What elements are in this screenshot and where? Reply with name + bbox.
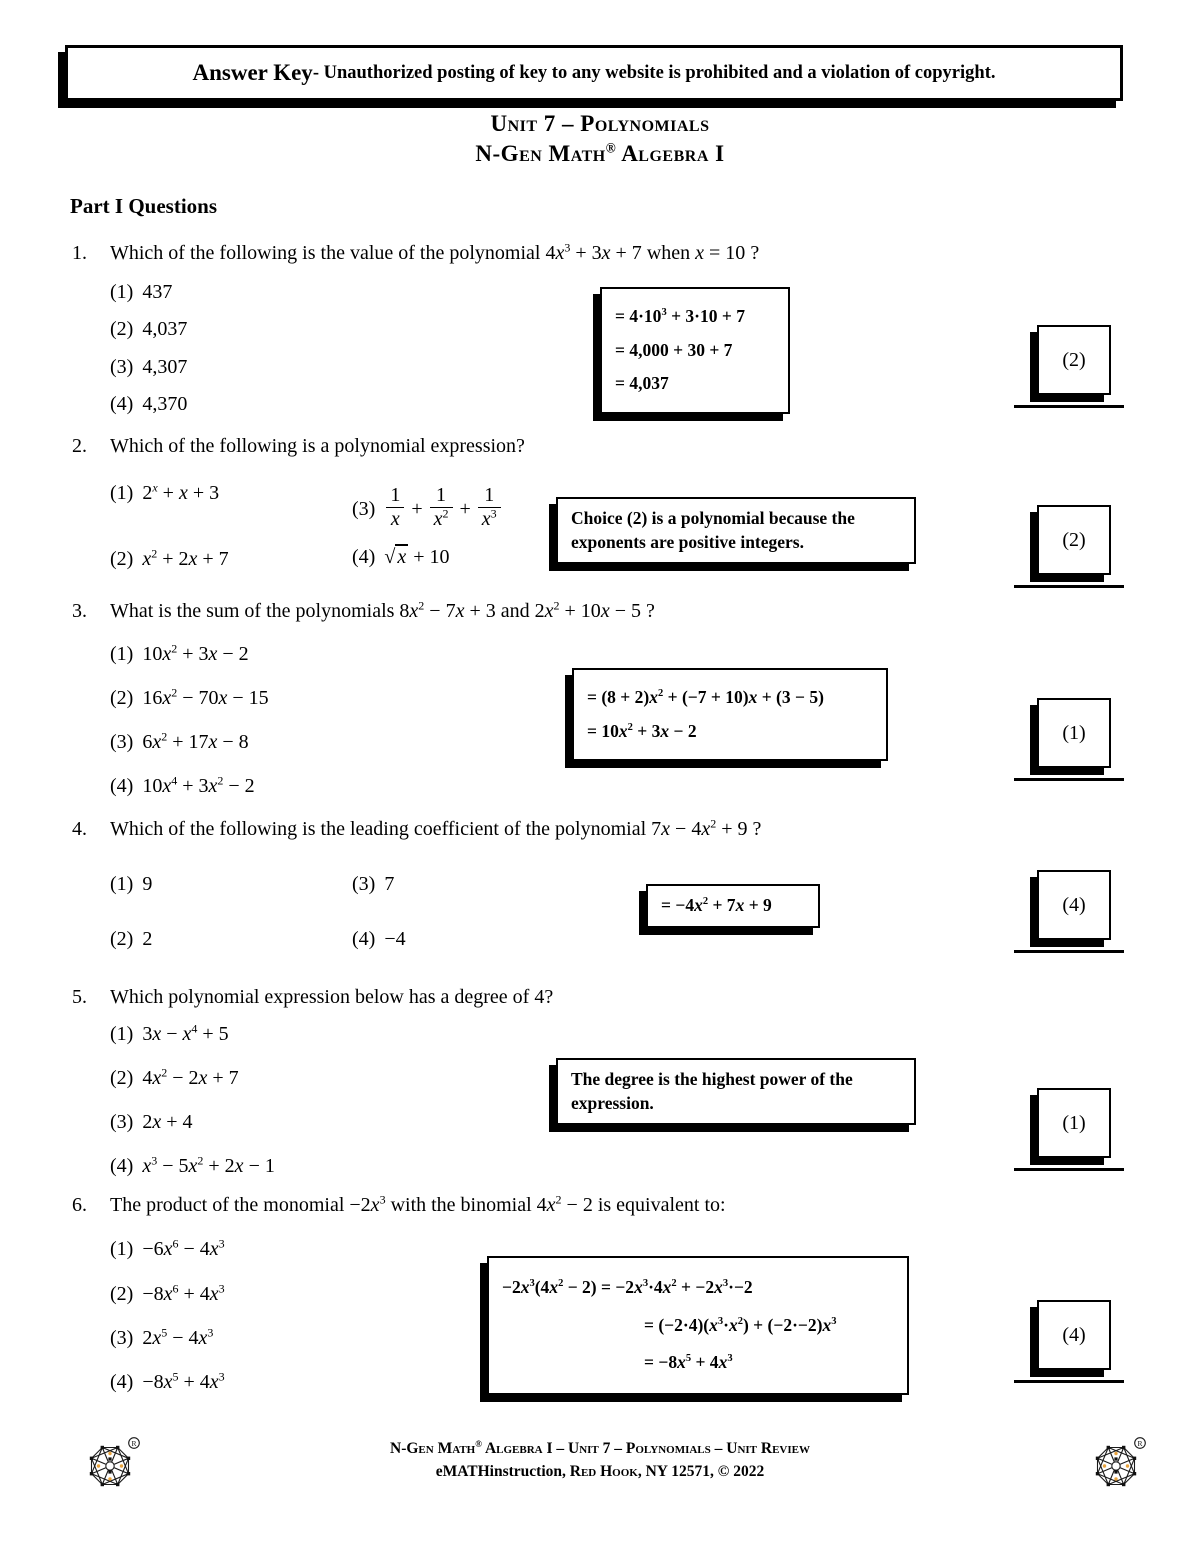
q6-answer-underline	[1014, 1380, 1124, 1383]
work-line: = $4\cdot 10^3 + 3\cdot 10 + 7$	[615, 306, 745, 326]
question-6-math-1: $-2x^3$	[349, 1192, 386, 1216]
question-5-prompt: Which polynomial expression below has a degree of 4?	[110, 986, 554, 1008]
question-1-prompt-2: when	[641, 242, 696, 264]
q1-choice-4	[110, 393, 187, 416]
question-3-text	[72, 600, 655, 623]
question-4-number: 4.	[72, 818, 87, 840]
choice-value: $2x^5 - 4x^3$	[142, 1325, 214, 1349]
q1-answer-underline	[1014, 405, 1124, 408]
choice-label: (1)	[110, 1238, 134, 1260]
choice-label: (3)	[110, 1327, 134, 1349]
work-line: = $10x^2 + 3x - 2$	[587, 720, 697, 741]
q6-work-box	[487, 1256, 909, 1395]
choice-label: (4)	[110, 1155, 134, 1177]
choice-value: 437	[142, 281, 173, 303]
footer-course-suffix: Algebra I – Unit 7 – Polynomials – Unit Review	[481, 1440, 810, 1457]
svg-text:R: R	[1137, 1438, 1143, 1448]
q5-choice-3	[110, 1111, 193, 1134]
choice-label: (1)	[110, 873, 134, 895]
choice-value: $16x^2 - 70x - 15$	[142, 685, 269, 709]
choice-value: $10x^2 + 3x - 2$	[142, 641, 249, 665]
q2-answer-underline	[1014, 585, 1124, 588]
q4-choice-1	[110, 873, 152, 896]
footer-line-1	[0, 1440, 1200, 1458]
choice-value: $-8x^5 + 4x^3$	[142, 1369, 225, 1393]
question-1-math-2: x = 10	[695, 242, 746, 264]
choice-value: 7	[384, 873, 395, 895]
choice-label: (2)	[110, 1067, 134, 1089]
question-3-prompt-2: and	[495, 600, 535, 622]
work-line: = $(-2\cdot 4)(x^3\cdot x^2) + (-2\cdot-2)x^3$	[644, 1314, 837, 1335]
work-line: = $(8 + 2)x^2 + (-7 + 10)x + (3 - 5)$	[587, 687, 824, 707]
choice-value: 9	[142, 873, 153, 895]
choice-label: (3)	[352, 873, 376, 895]
svg-text:R: R	[131, 1438, 137, 1448]
course-title-suffix: Algebra I	[616, 141, 725, 166]
choice-value: $-6x^6 - 4x^3$	[142, 1236, 225, 1260]
q2-choice-2	[110, 548, 229, 571]
footer-course: N-Gen Math	[390, 1440, 476, 1457]
choice-label: (3)	[352, 498, 376, 521]
choice-label: (4)	[352, 928, 376, 950]
choice-value: $2^x + x + 3$	[142, 480, 220, 504]
q1-choice-2	[110, 318, 187, 341]
question-6-text	[72, 1194, 726, 1217]
q4-choice-4	[352, 928, 406, 951]
q1-answer: (2)	[1062, 348, 1086, 371]
q5-answer-box	[1037, 1088, 1111, 1158]
q5-answer-underline	[1014, 1168, 1124, 1171]
q3-work-box	[572, 668, 888, 761]
q4-choice-2	[110, 928, 152, 951]
choice-value: $x^3 - 5x^2 + 2x - 1$	[142, 1153, 275, 1177]
q2-answer-box	[1037, 505, 1111, 575]
q3-choice-3	[110, 731, 249, 754]
course-title-text: N-Gen Math	[475, 141, 606, 166]
question-6-prompt: The product of the monomial	[110, 1194, 350, 1216]
question-3-prompt: What is the sum of the polynomials	[110, 600, 400, 622]
choice-label: (1)	[110, 482, 134, 504]
choice-value: 4,037	[142, 318, 188, 340]
question-3-prompt-3: ?	[640, 600, 655, 622]
question-4-text	[72, 818, 761, 841]
choice-value: $3x - x^4 + 5$	[142, 1021, 229, 1045]
work-line: = 4,000 + 30 + 7	[615, 339, 733, 360]
question-5-number: 5.	[72, 986, 87, 1008]
question-6-prompt-3: is equivalent to:	[592, 1194, 726, 1216]
q5-choice-2	[110, 1067, 239, 1090]
q6-choice-4	[110, 1371, 225, 1394]
choice-label: (2)	[110, 1283, 134, 1305]
answer-key-notice-box	[65, 45, 1123, 101]
q5-note-box: The degree is the highest power of the expression.	[556, 1058, 916, 1125]
q2-choice-4	[352, 546, 449, 569]
work-line: = 4,037	[615, 373, 669, 394]
question-5-text	[72, 986, 553, 1009]
choice-label: (3)	[110, 1111, 134, 1133]
footer-line-2	[0, 1463, 1200, 1481]
question-3-number: 3.	[72, 600, 87, 622]
choice-label: (4)	[352, 546, 376, 568]
choice-label: (1)	[110, 643, 134, 665]
q6-choice-3	[110, 1327, 213, 1350]
q4-answer-underline	[1014, 950, 1124, 953]
q3-choice-2	[110, 687, 269, 710]
question-1-prompt-3: ?	[745, 242, 760, 264]
q4-choice-3	[352, 873, 394, 896]
course-title	[0, 141, 1200, 167]
question-4-prompt: Which of the following is the leading coefficient of the polynomial	[110, 818, 652, 840]
q2-choice-1	[110, 482, 219, 505]
q6-choice-2	[110, 1283, 225, 1306]
q6-choice-1	[110, 1238, 225, 1261]
q3-choice-4	[110, 775, 255, 798]
choice-value: 2x + 4	[142, 1111, 193, 1133]
work-line: = $-8x^5 + 4x^3$	[644, 1352, 733, 1373]
q4-work-box	[646, 884, 820, 928]
choice-value: $\frac{1}{x}$ + $\frac{1}{x^2}$ + $\frac{1}{x^3}$	[384, 498, 502, 520]
question-4-math-1: $7x - 4x^2 + 9$	[651, 816, 748, 840]
answer-key-label: Answer Key	[192, 60, 313, 85]
question-1-math-1: $4x^3 + 3x + 7$	[545, 240, 642, 264]
q4-answer-box	[1037, 870, 1111, 940]
question-2-prompt: Which of the following is a polynomial expression?	[110, 435, 525, 457]
q1-choice-3	[110, 356, 187, 379]
unit-title: Unit 7 – Polynomials	[490, 111, 710, 136]
choice-label: (2)	[110, 928, 134, 950]
question-6-prompt-2: with the binomial	[385, 1194, 537, 1216]
work-line: $-2x^3(4x^2 - 2) = -2x^3\cdot 4x^2 + -2x^3\cdot-2$	[502, 1277, 753, 1297]
registered-mark: ®	[605, 140, 617, 156]
choice-value: $10x^4 + 3x^2 - 2$	[142, 773, 255, 797]
q4-answer: (4)	[1062, 893, 1086, 916]
question-6-math-2: $4x^2 - 2$	[536, 1192, 593, 1216]
footer-address: Red Hook, NY 12571, © 2022	[569, 1463, 765, 1480]
q5-answer: (1)	[1062, 1111, 1086, 1134]
choice-value: 2	[142, 928, 153, 950]
question-2-number: 2.	[72, 435, 87, 457]
q2-answer: (2)	[1062, 528, 1086, 551]
choice-label: (1)	[110, 1023, 134, 1045]
work-line: = $-4x^2 + 7x + 9$	[661, 895, 772, 915]
choice-value: −4	[384, 928, 406, 950]
q5-choice-1	[110, 1023, 229, 1046]
choice-value: 4,370	[142, 393, 188, 415]
q3-choice-1	[110, 643, 249, 666]
q2-choice-3	[352, 484, 503, 533]
question-6-number: 6.	[72, 1194, 87, 1216]
registered-mark: ®	[475, 1438, 482, 1449]
emathinstruction-logo-icon	[86, 1436, 140, 1494]
emathinstruction-logo-icon	[1092, 1436, 1146, 1494]
choice-value: $-8x^6 + 4x^3$	[142, 1281, 225, 1305]
footer-brand: eMATHinstruction,	[435, 1463, 570, 1480]
q1-work-box	[600, 287, 790, 414]
question-1-text	[72, 242, 759, 265]
question-3-math-1: $8x^2 - 7x + 3$	[399, 598, 496, 622]
choice-value: 4,307	[142, 356, 188, 378]
choice-value: $x^2 + 2x + 7$	[142, 546, 229, 570]
question-4-prompt-2: ?	[747, 818, 762, 840]
choice-label: (2)	[110, 687, 134, 709]
q3-answer-underline	[1014, 778, 1124, 781]
answer-key-notice-text: - Unauthorized posting of key to any website is prohibited and a violation of copyright.	[312, 62, 996, 83]
choice-label: (4)	[110, 1371, 134, 1393]
choice-value: √ x + 10	[384, 546, 450, 568]
question-3-math-2: $2x^2 + 10x - 5$	[534, 598, 641, 622]
q6-answer-box	[1037, 1300, 1111, 1370]
q6-answer: (4)	[1062, 1323, 1086, 1346]
choice-label: (2)	[110, 548, 134, 570]
q1-answer-box	[1037, 325, 1111, 395]
q5-choice-4	[110, 1155, 275, 1178]
q3-answer-box	[1037, 698, 1111, 768]
question-2-text	[72, 435, 525, 458]
part-heading: Part I Questions	[70, 194, 217, 218]
choice-value: $6x^2 + 17x - 8$	[142, 729, 249, 753]
question-1-number: 1.	[72, 242, 87, 264]
choice-label: (2)	[110, 318, 134, 340]
choice-value: $4x^2 - 2x + 7$	[142, 1065, 239, 1089]
choice-label: (1)	[110, 281, 134, 303]
q2-note-box: Choice (2) is a polynomial because the exponents are positive integers.	[556, 497, 916, 564]
choice-label: (4)	[110, 393, 134, 415]
q1-choice-1	[110, 281, 172, 304]
choice-label: (4)	[110, 775, 134, 797]
question-1-prompt: Which of the following is the value of the polynomial	[110, 242, 546, 264]
q3-answer: (1)	[1062, 721, 1086, 744]
choice-label: (3)	[110, 731, 134, 753]
choice-label: (3)	[110, 356, 134, 378]
